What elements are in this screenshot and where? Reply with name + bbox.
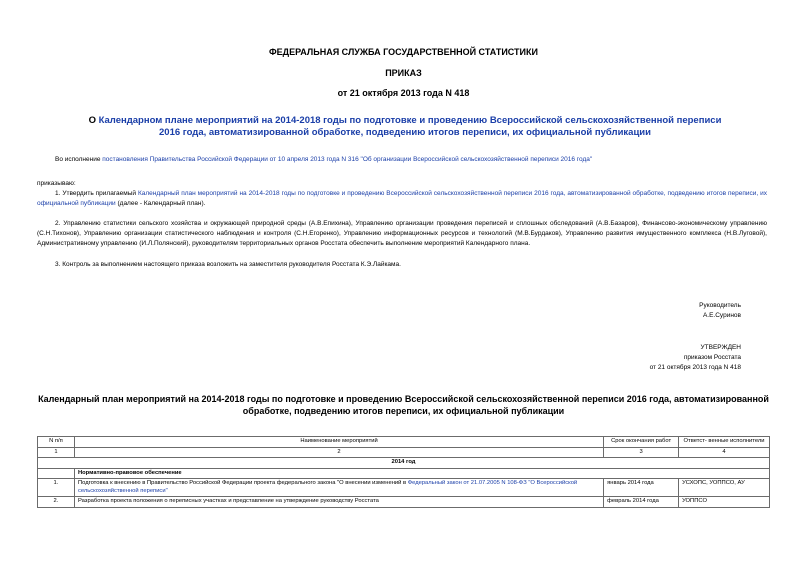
row-executors: УОППСО (679, 497, 770, 508)
signature-name: А.Е.Суринов (702, 312, 741, 319)
approval-line-3: от 21 октября 2013 года N 418 (649, 364, 741, 371)
row-text-link[interactable]: Федеральный закон от 21.07.2005 N 108-ФЗ "О Всероссийской сельскохозяйственной переписи" (77, 480, 578, 494)
col-number: 3 (604, 447, 679, 458)
table-header-row (38, 437, 770, 448)
row-text (74, 479, 603, 497)
row-deadline: январь 2014 года (604, 479, 679, 497)
intro-link[interactable]: постановления Правительства Российской Федерации от 10 апреля 2013 года N 316 "Об организации Всероссийской сельскохозяйственной переписи 2016 года" (102, 156, 593, 163)
item-1-suffix: (далее - Календарный план). (117, 200, 206, 207)
agency-title: ФЕДЕРАЛЬНАЯ СЛУЖБА ГОСУДАРСТВЕННОЙ СТАТИСТИКИ (269, 47, 538, 57)
order-title-link[interactable]: Календарном плане мероприятий на 2014-2018 годы по подготовке и проведению Всероссийской сельскохозяйственной переписи 2016 года, автоматизированной обработке, подведению итогов переписи, их официальной публикации (98, 115, 722, 138)
year-row (38, 458, 770, 469)
item-2: 2. Управлению статистики сельского хозяйства и окружающей природной среды (А.В.Епихина), Управлению организации проведения переписей и сплошных обследований (А.В.Базаров), Финансово-экономическому управлению (С.Н.Тихонов), Управлению организации статистического наблюдения и контроля (С.Н.Егоренко), Управлению информационных ресурсов и технологий (М.В.Бурдаков), Управлению развития имущественного комплекса (Н.В.Луговой), Административному управлению (И.Л.Полянский), руководителям территориальных органов Росстата обеспечить выполнение мероприятий Календарного плана. (37, 220, 767, 247)
col-header-deadline: Срок окончания работ (604, 437, 679, 448)
table-row (38, 479, 770, 497)
section-row (38, 468, 770, 479)
row-deadline: февраль 2014 года (604, 497, 679, 508)
order-title (80, 115, 730, 139)
row-text-prefix: Подготовка к внесению в Правительство Российской Федерации проекта федерального закона "О внесении изменений в (77, 480, 407, 486)
approval-line-1: УТВЕРЖДЕН (700, 344, 741, 351)
row-num: 1. (38, 479, 75, 497)
col-number: 2 (74, 447, 603, 458)
plan-table (37, 436, 770, 508)
approval-line-2: приказом Росстата (683, 354, 741, 361)
row-text: Разработка проекта положения о переписных участках и представление на утверждение руководству Росстата (74, 497, 603, 508)
item-1-link[interactable]: Календарный план мероприятий на 2014-2018 годы по подготовке и проведению Всероссийской сельскохозяйственной переписи 2016 года, автоматизированной обработке, подведению итогов переписи, их официальной публикации (37, 190, 767, 207)
item-3: 3. Контроль за выполнением настоящего приказа возложить на заместителя руководителя Росстата К.Э.Лайкама. (55, 261, 401, 268)
col-number: 4 (679, 447, 770, 458)
section-num (38, 468, 75, 479)
col-header-executors: Ответст- венные исполнители (679, 437, 770, 448)
col-header-name: Наименование мероприятий (74, 437, 603, 448)
col-header-num: N п/п (38, 437, 75, 448)
col-number: 1 (38, 447, 75, 458)
order-heading: ПРИКАЗ (385, 68, 422, 78)
section-label: Нормативно-правовое обеспечение (74, 468, 769, 479)
row-executors: УСХОПС, УОППСО, АУ (679, 479, 770, 497)
row-num: 2. (38, 497, 75, 508)
year-label: 2014 год (38, 458, 770, 469)
intro-paragraph (55, 155, 755, 165)
signature-role: Руководитель (699, 302, 741, 309)
plan-title: Календарный план мероприятий на 2014-2018 годы по подготовке и проведению Всероссийской сельскохозяйственной переписи 2016 года, автоматизированной обработке, подведению итогов переписи, их официальной публикации (38, 394, 769, 416)
item-1-prefix: 1. Утвердить прилагаемый (55, 190, 137, 197)
table-row (38, 497, 770, 508)
item-1 (37, 189, 767, 209)
order-title-prefix: О (88, 115, 96, 126)
order-date: от 21 октября 2013 года N 418 (337, 88, 470, 98)
column-number-row (38, 447, 770, 458)
decree-word: приказываю: (37, 180, 76, 187)
intro-prefix: Во исполнение (55, 156, 101, 163)
